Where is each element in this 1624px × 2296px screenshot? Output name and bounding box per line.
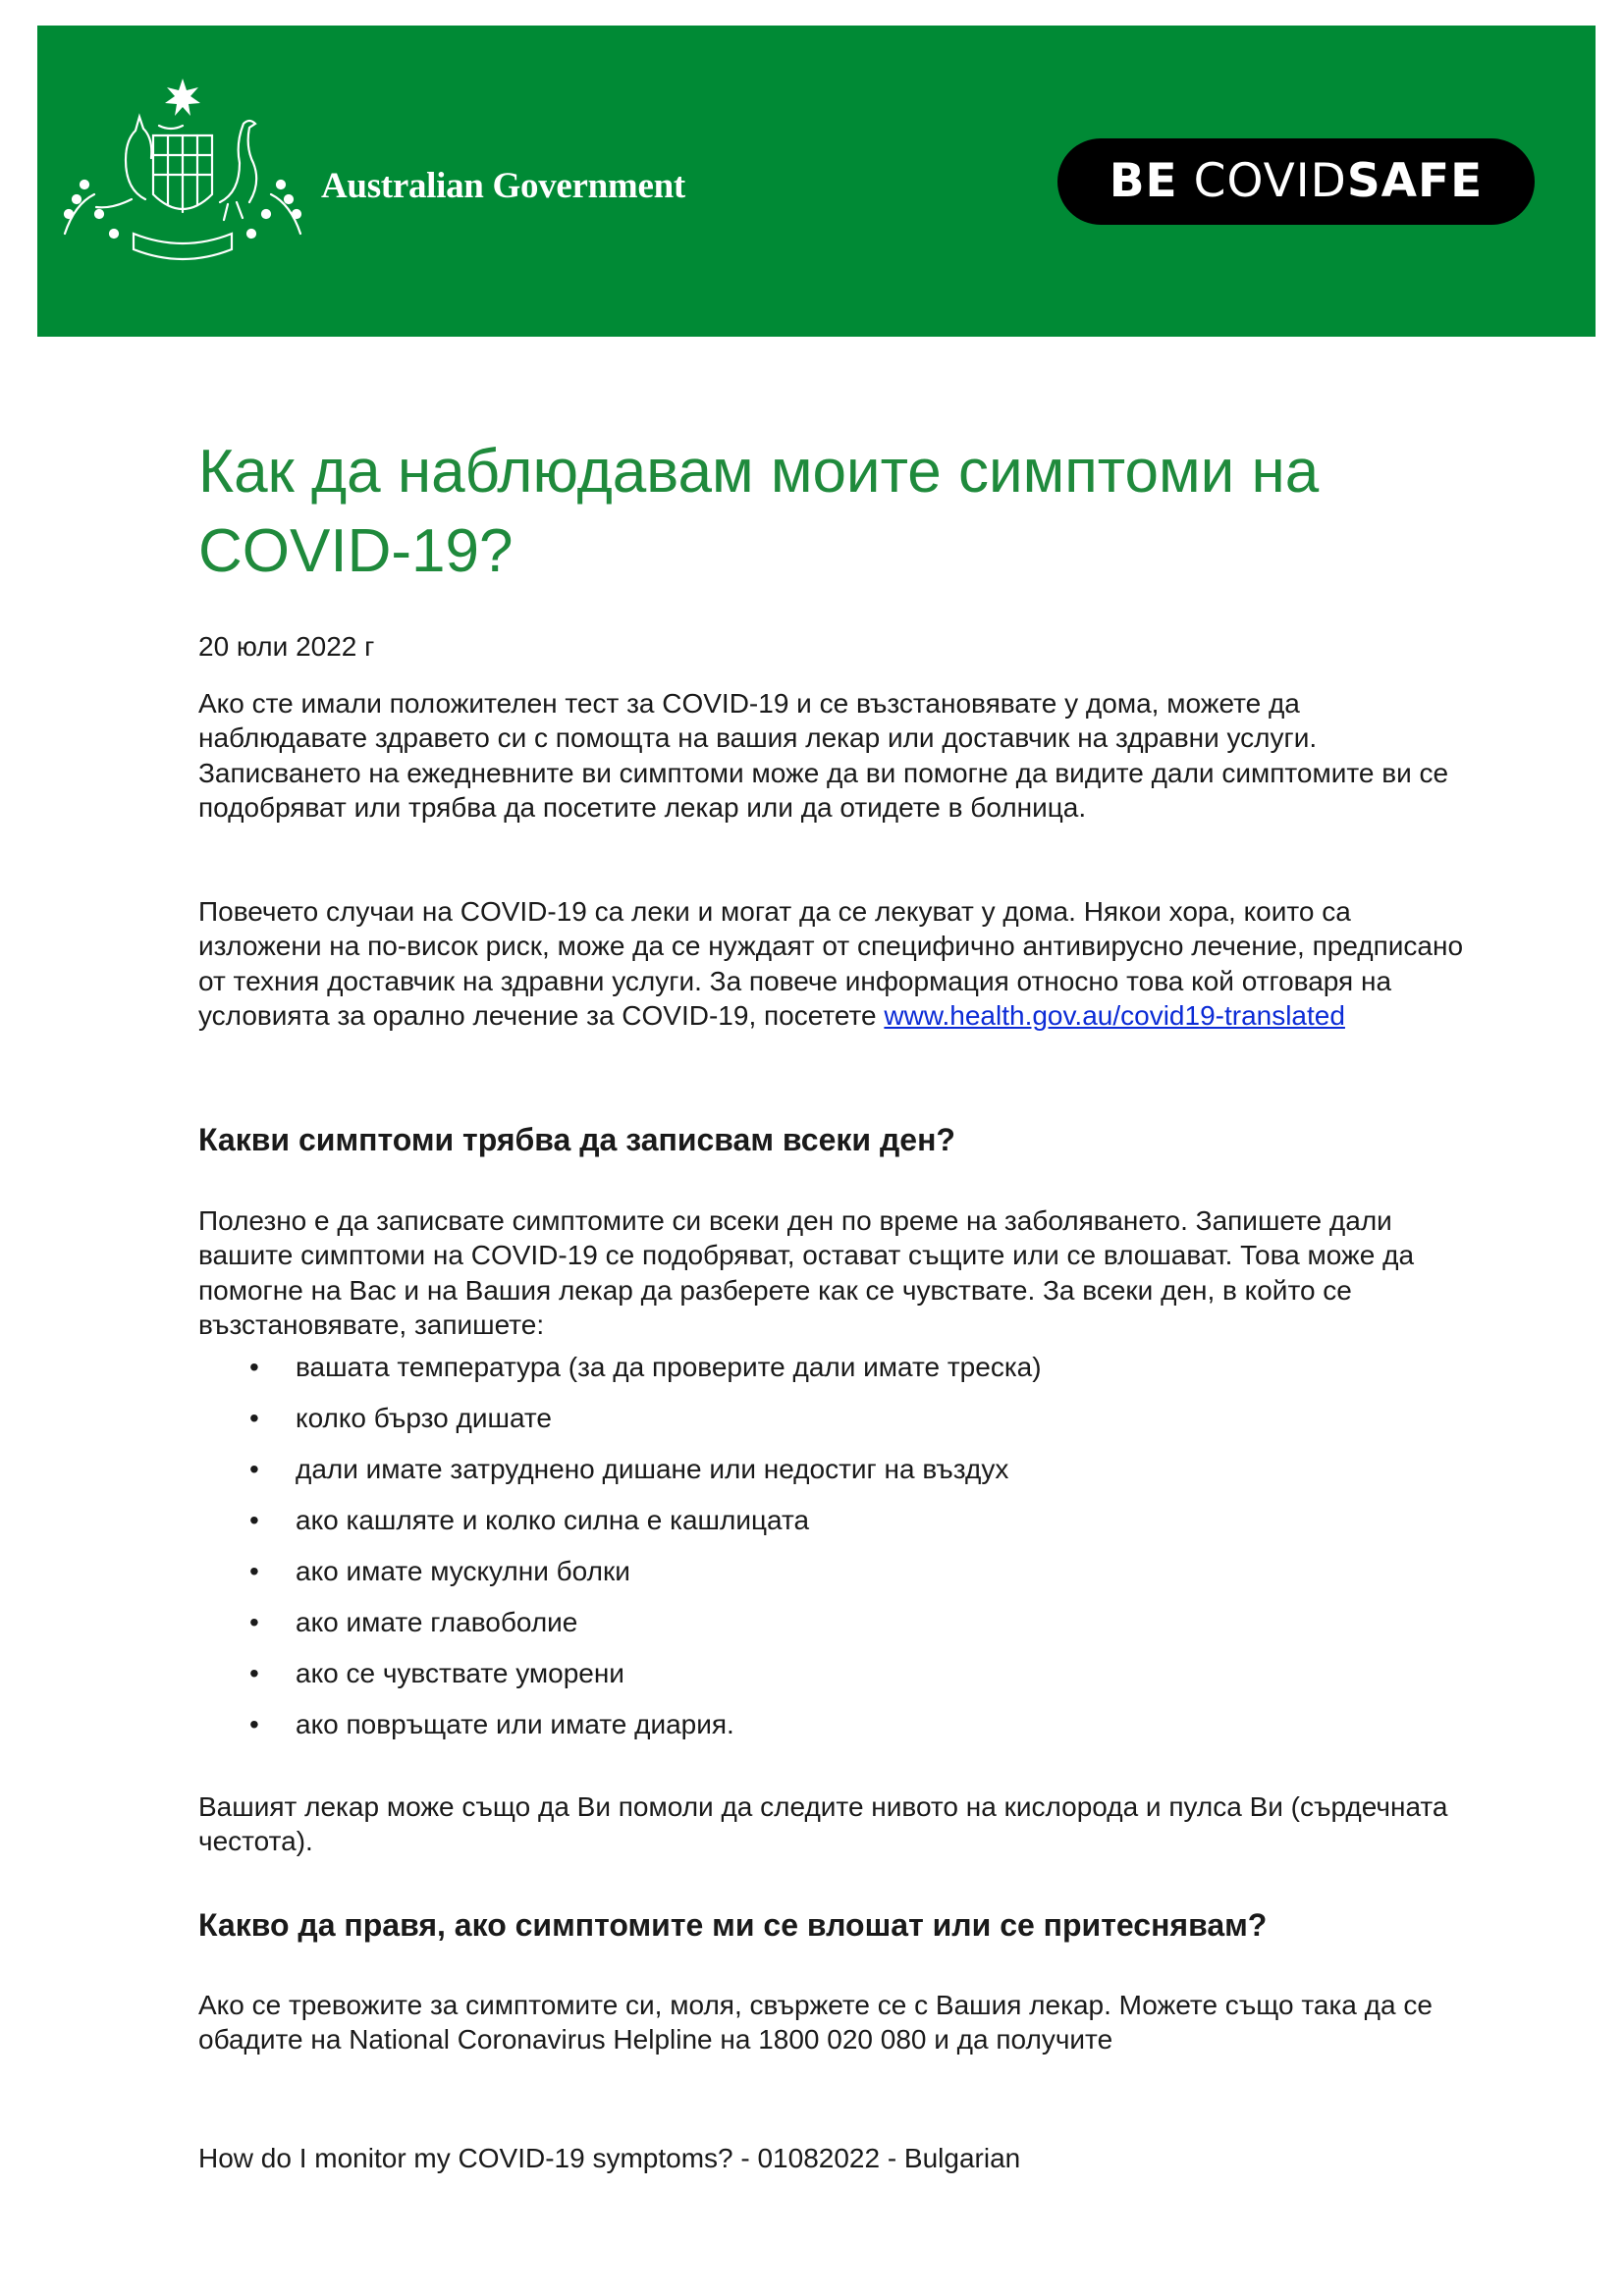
list-item: • колко бързо дишате [249,1403,552,1433]
list-item: • ако имате мускулни болки [249,1556,630,1586]
translated-resources-link[interactable]: www.health.gov.au/covid19-translated [884,999,1345,1031]
bullet-icon: • [249,1556,259,1586]
badge-be: BE [1109,154,1178,208]
symptoms-heading: Какви симптоми трябва да записвам всеки ден? [198,1122,955,1157]
worsening-heading: Какво да правя, ако симптомите ми се влошат или се притеснявам? [198,1907,1268,1943]
page-title: Как да наблюдавам моите симптоми на COVID-19? [198,438,1320,585]
publish-date: 20 юли 2022 г [198,631,375,662]
bullet-icon: • [249,1505,259,1535]
list-item: • ако кашляте и колко силна е кашлицата [249,1505,810,1535]
bullet-icon: • [249,1352,259,1382]
list-item: • вашата температура (за да проверите дали имате треска) [249,1352,1042,1382]
badge-safe: SAFE [1346,154,1484,208]
list-item: • ако имате главоболие [249,1607,578,1637]
treatment-paragraph [198,894,1475,1033]
page-footer: How do I monitor my COVID-19 symptoms? - 01082022 - Bulgarian [198,2143,1021,2173]
bullet-icon: • [249,1658,259,1688]
bullet-icon: • [249,1454,259,1484]
list-item: • ако се чувствате уморени [249,1658,624,1688]
symptoms-list [198,1350,1042,1758]
symptoms-intro-paragraph: Полезно е да записвате симптомите си всеки ден по време на заболяването. Запишете дали вашите симптоми на COVID-19 се подобряват, остават същите или се влошават. Това може да помогне на Вас и на Вашия лекар да разберете как се чувствате. За всеки ден, в който се възстановявате, запишете: [198,1205,1415,1340]
government-name: Australian Government [321,166,685,206]
bullet-icon: • [249,1403,259,1433]
australian-coat-of-arms-icon [55,77,310,283]
bullet-icon: • [249,1607,259,1637]
worsening-paragraph: Ако се тревожите за симптомите си, моля, свържете се с Вашия лекар. Можете също така да се обадите на National Coronavirus Helpline на 1800 020 080 и да получите [198,1990,1433,2056]
oxygen-paragraph: Вашият лекар може също да Ви помоли да следите нивото на кислорода и пулса Ви (сърдечната честота). [198,1791,1448,1857]
list-item: • ако повръщате или имате диария. [249,1709,734,1739]
bullet-icon: • [249,1709,259,1739]
intro-paragraph: Ако сте имали положителен тест за COVID-19 и се възстановявате у дома, можете да наблюдавате здравето си с помощта на вашия лекар или доставчик на здравни услуги. Записването на ежедневните ви симптоми може да ви помогне да видите дали симптомите ви се подобряват или трябва да посетите лекар или да отидете в болница. [198,688,1449,823]
badge-covid: COVID [1193,154,1347,208]
list-item: • дали имате затруднено дишане или недостиг на въздух [249,1454,1009,1484]
covidsafe-badge [1057,138,1535,225]
treatment-text: Повечето случаи на COVID-19 са леки и могат да се лекуват у дома. Някои хора, които са изложени на по-висок риск, може да се нуждаят от специфично антивирусно лечение, предписано от техния доставчик на здравни услуги. За повече информация относно това кой отговаря на условията за орално лечение за COVID-19, посетете [198,896,1464,1031]
